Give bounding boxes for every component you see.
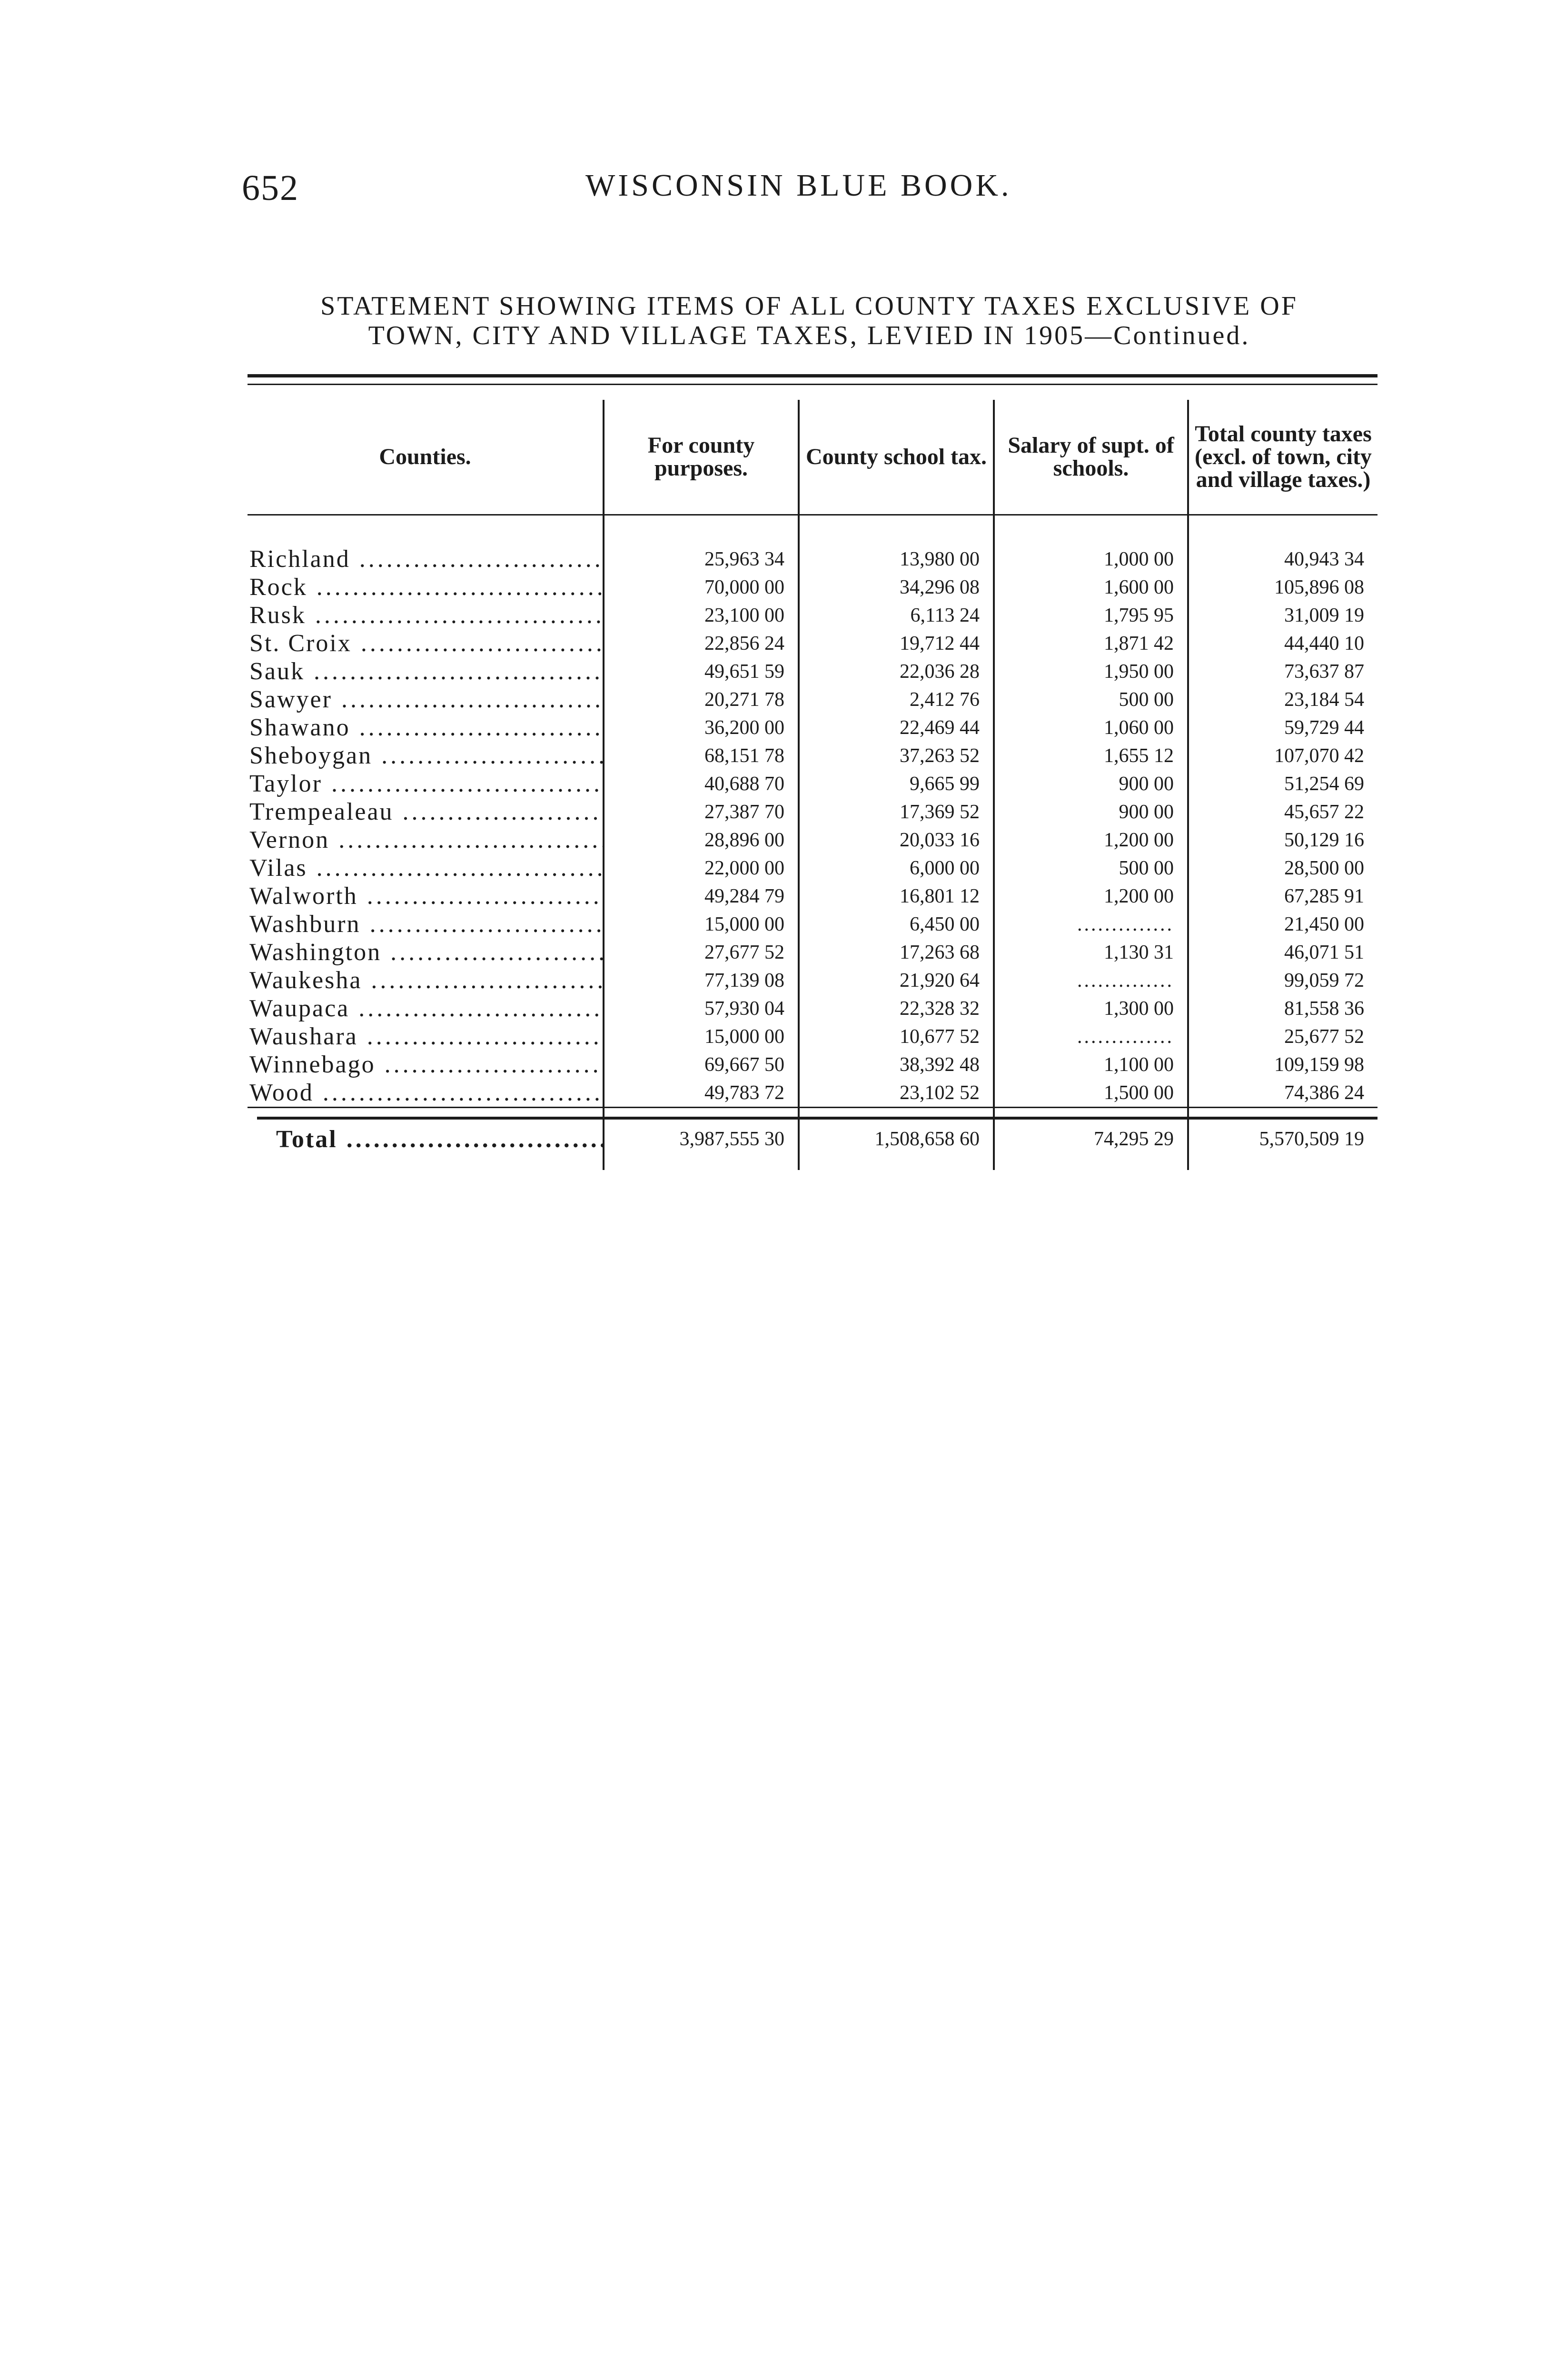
county-purposes-cell: 49,783 72 — [604, 1079, 799, 1108]
table-row — [248, 601, 1378, 629]
salary-cell: 1,300 00 — [994, 994, 1188, 1022]
table-row — [248, 938, 1378, 966]
school-tax-cell: 21,920 64 — [799, 966, 994, 994]
salary-cell: 1,130 31 — [994, 938, 1188, 966]
total-cell: 59,729 44 — [1188, 714, 1378, 742]
county-purposes-cell: 27,677 52 — [604, 938, 799, 966]
county-purposes-cell: 20,271 78 — [604, 685, 799, 714]
county-name-cell: Sheboygan ..... — [248, 742, 604, 770]
table-row — [248, 573, 1378, 601]
school-tax-cell: 37,263 52 — [799, 742, 994, 770]
total-school-tax: 1,508,658 60 — [799, 1108, 994, 1170]
county-name-cell: Washington ..... — [248, 938, 604, 966]
school-tax-cell: 22,036 28 — [799, 657, 994, 685]
county-tax-table — [248, 400, 1378, 1170]
county-name-cell: Washburn ..... — [248, 910, 604, 938]
salary-cell: 500 00 — [994, 685, 1188, 714]
table-row — [248, 1051, 1378, 1079]
table-body — [248, 515, 1378, 1108]
county-purposes-cell: 22,856 24 — [604, 629, 799, 657]
county-purposes-cell: 49,651 59 — [604, 657, 799, 685]
column-header-county-purposes: For county purposes. — [604, 400, 799, 515]
top-rule-thick — [248, 374, 1378, 377]
school-tax-cell: 6,113 24 — [799, 601, 994, 629]
total-cell: 109,159 98 — [1188, 1051, 1378, 1079]
total-label: Total ..... — [248, 1108, 604, 1170]
salary-cell: 1,795 95 — [994, 601, 1188, 629]
caption-line-1: STATEMENT SHOWING ITEMS OF ALL COUNTY TAXES EXCLUSIVE OF — [320, 291, 1298, 321]
county-name-cell: Wood ..... — [248, 1079, 604, 1108]
school-tax-cell: 10,677 52 — [799, 1022, 994, 1051]
column-header-school-tax: County school tax. — [799, 400, 994, 515]
salary-cell: 1,200 00 — [994, 882, 1188, 910]
county-purposes-cell: 68,151 78 — [604, 742, 799, 770]
school-tax-cell: 13,980 00 — [799, 545, 994, 573]
county-purposes-cell: 70,000 00 — [604, 573, 799, 601]
table-row — [248, 742, 1378, 770]
table-row — [248, 657, 1378, 685]
total-cell: 25,677 52 — [1188, 1022, 1378, 1051]
table-row — [248, 854, 1378, 882]
school-tax-cell: 38,392 48 — [799, 1051, 994, 1079]
county-name-cell: Richland ..... — [248, 545, 604, 573]
county-name-cell: Vernon ..... — [248, 826, 604, 854]
county-name-cell: Waushara ..... — [248, 1022, 604, 1051]
county-name-cell: Sauk ..... — [248, 657, 604, 685]
total-cell: 51,254 69 — [1188, 770, 1378, 798]
school-tax-cell: 22,469 44 — [799, 714, 994, 742]
county-purposes-cell: 49,284 79 — [604, 882, 799, 910]
county-purposes-cell: 28,896 00 — [604, 826, 799, 854]
total-cell: 67,285 91 — [1188, 882, 1378, 910]
school-tax-cell: 17,263 68 — [799, 938, 994, 966]
total-cell: 21,450 00 — [1188, 910, 1378, 938]
column-header-counties: Counties. — [248, 400, 604, 515]
table-row — [248, 1079, 1378, 1108]
county-name-cell: Waupaca ..... — [248, 994, 604, 1022]
total-cell: 45,657 22 — [1188, 798, 1378, 826]
total-cell: 107,070 42 — [1188, 742, 1378, 770]
county-purposes-cell: 36,200 00 — [604, 714, 799, 742]
total-cell: 44,440 10 — [1188, 629, 1378, 657]
salary-cell: 1,655 12 — [994, 742, 1188, 770]
total-cell: 99,059 72 — [1188, 966, 1378, 994]
county-name-cell: St. Croix ..... — [248, 629, 604, 657]
county-name-cell: Waukesha ..... — [248, 966, 604, 994]
table-row — [248, 714, 1378, 742]
county-purposes-cell: 69,667 50 — [604, 1051, 799, 1079]
total-cell: 28,500 00 — [1188, 854, 1378, 882]
table-row — [248, 685, 1378, 714]
school-tax-cell: 2,412 76 — [799, 685, 994, 714]
column-header-salary: Salary of supt. of schools. — [994, 400, 1188, 515]
county-name-cell: Vilas ..... — [248, 854, 604, 882]
salary-cell: 1,950 00 — [994, 657, 1188, 685]
school-tax-cell: 34,296 08 — [799, 573, 994, 601]
county-purposes-cell: 23,100 00 — [604, 601, 799, 629]
school-tax-cell: 6,000 00 — [799, 854, 994, 882]
total-cell: 105,896 08 — [1188, 573, 1378, 601]
school-tax-cell: 17,369 52 — [799, 798, 994, 826]
table-row — [248, 882, 1378, 910]
county-purposes-cell: 40,688 70 — [604, 770, 799, 798]
table-row — [248, 629, 1378, 657]
salary-cell: 1,200 00 — [994, 826, 1188, 854]
tax-table — [248, 400, 1378, 1170]
salary-cell — [994, 1022, 1188, 1051]
table-row — [248, 966, 1378, 994]
county-name-cell: Rock ..... — [248, 573, 604, 601]
school-tax-cell: 6,450 00 — [799, 910, 994, 938]
county-purposes-cell: 57,930 04 — [604, 994, 799, 1022]
salary-cell: 1,871 42 — [994, 629, 1188, 657]
total-total: 5,570,509 19 — [1188, 1108, 1378, 1170]
salary-cell: 1,600 00 — [994, 573, 1188, 601]
school-tax-cell: 23,102 52 — [799, 1079, 994, 1108]
county-name-cell: Sawyer ..... — [248, 685, 604, 714]
table-spacer — [248, 515, 1378, 545]
table-row — [248, 826, 1378, 854]
salary-cell: 1,060 00 — [994, 714, 1188, 742]
total-cell: 23,184 54 — [1188, 685, 1378, 714]
total-county-purposes: 3,987,555 30 — [604, 1108, 799, 1170]
school-tax-cell: 20,033 16 — [799, 826, 994, 854]
salary-cell — [994, 966, 1188, 994]
table-row — [248, 1022, 1378, 1051]
school-tax-cell: 16,801 12 — [799, 882, 994, 910]
county-purposes-cell: 15,000 00 — [604, 1022, 799, 1051]
total-cell: 81,558 36 — [1188, 994, 1378, 1022]
county-purposes-cell: 27,387 70 — [604, 798, 799, 826]
salary-cell: 1,000 00 — [994, 545, 1188, 573]
column-header-total: Total county taxes (excl. of town, city and village taxes.) — [1188, 400, 1378, 515]
school-tax-cell: 22,328 32 — [799, 994, 994, 1022]
county-purposes-cell: 25,963 34 — [604, 545, 799, 573]
county-name-cell: Winnebago ..... — [248, 1051, 604, 1079]
county-name-cell: Shawano ..... — [248, 714, 604, 742]
total-salary: 74,295 29 — [994, 1108, 1188, 1170]
school-tax-cell: 9,665 99 — [799, 770, 994, 798]
county-name-cell: Taylor ..... — [248, 770, 604, 798]
salary-cell: 500 00 — [994, 854, 1188, 882]
total-cell: 31,009 19 — [1188, 601, 1378, 629]
salary-cell: 900 00 — [994, 798, 1188, 826]
county-name-cell: Walworth ..... — [248, 882, 604, 910]
county-name-cell: Trempealeau ..... — [248, 798, 604, 826]
county-purposes-cell: 77,139 08 — [604, 966, 799, 994]
bottom-rule — [257, 1117, 1378, 1120]
table-row — [248, 910, 1378, 938]
table-row — [248, 545, 1378, 573]
total-cell: 40,943 34 — [1188, 545, 1378, 573]
running-title: WISCONSIN BLUE BOOK. — [585, 168, 1012, 203]
page-number: 652 — [242, 168, 299, 208]
table-row — [248, 994, 1378, 1022]
county-purposes-cell: 15,000 00 — [604, 910, 799, 938]
table-caption — [238, 291, 1380, 350]
salary-cell: 1,500 00 — [994, 1079, 1188, 1108]
table-header-row — [248, 400, 1378, 515]
table-row — [248, 798, 1378, 826]
school-tax-cell: 19,712 44 — [799, 629, 994, 657]
salary-cell: 900 00 — [994, 770, 1188, 798]
county-name-cell: Rusk ..... — [248, 601, 604, 629]
top-rule-thin — [248, 384, 1378, 385]
total-cell: 74,386 24 — [1188, 1079, 1378, 1108]
county-purposes-cell: 22,000 00 — [604, 854, 799, 882]
caption-line-2: TOWN, CITY AND VILLAGE TAXES, LEVIED IN 1905—Continued. — [368, 321, 1250, 350]
total-cell: 73,637 87 — [1188, 657, 1378, 685]
salary-cell — [994, 910, 1188, 938]
salary-cell: 1,100 00 — [994, 1051, 1188, 1079]
table-row — [248, 770, 1378, 798]
total-cell: 46,071 51 — [1188, 938, 1378, 966]
total-cell: 50,129 16 — [1188, 826, 1378, 854]
